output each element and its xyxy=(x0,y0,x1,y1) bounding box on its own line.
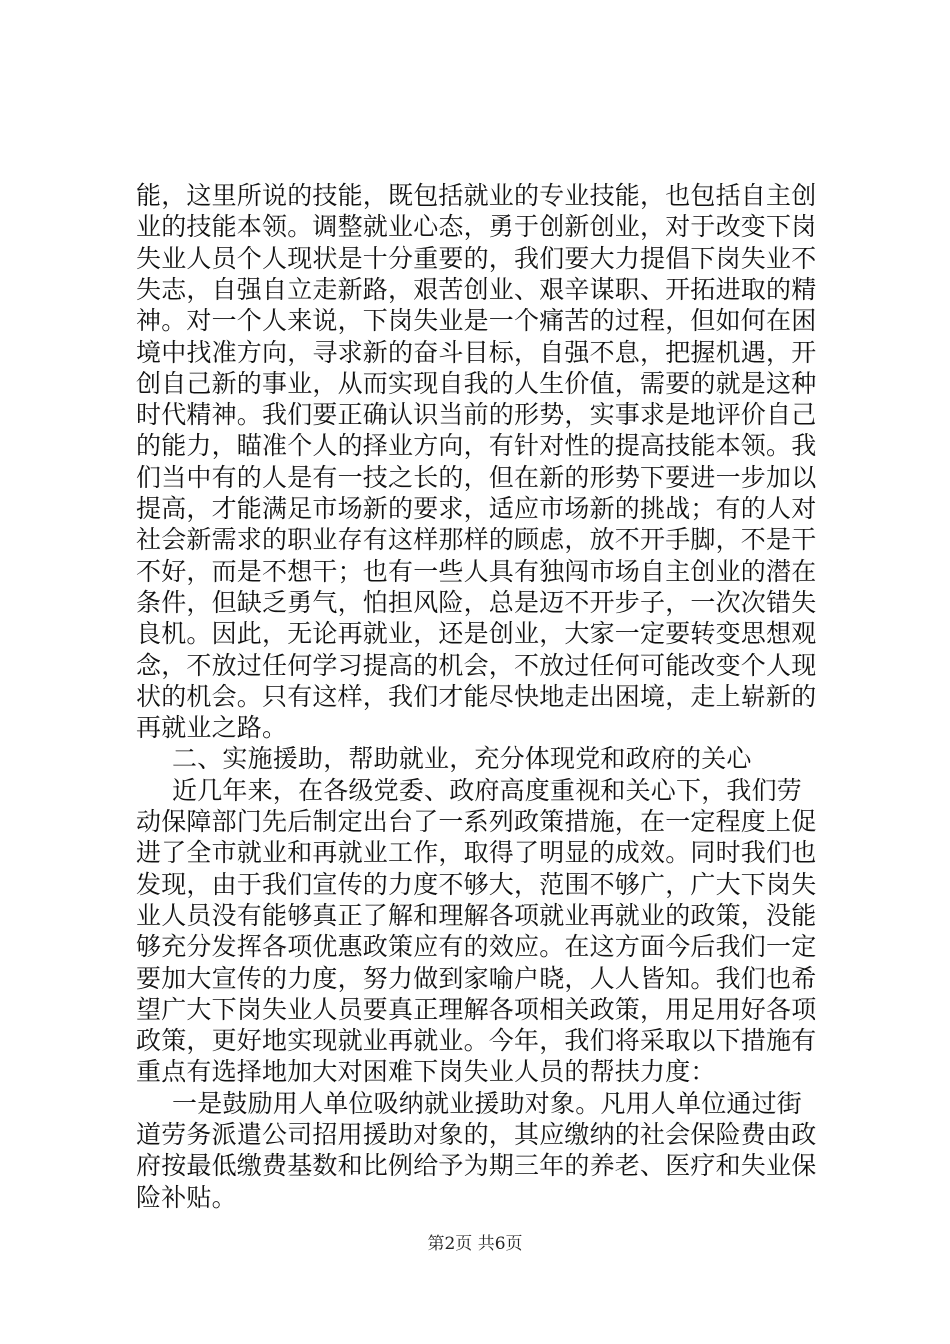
body-line: 府按最低缴费基数和比例给予为期三年的养老、医疗和失业保 xyxy=(136,1151,817,1181)
section-heading: 二、实施援助，帮助就业，充分体现党和政府的关心 xyxy=(172,744,752,774)
body-line: 时代精神。我们要正确认识当前的形势，实事求是地评价自己 xyxy=(136,400,817,430)
body-line: 一是鼓励用人单位吸纳就业援助对象。凡用人单位通过街 xyxy=(172,1088,803,1118)
body-line: 业人员没有能够真正了解和理解各项就业再就业的政策，没能 xyxy=(136,900,817,930)
body-line: 重点有选择地加大对困难下岗失业人员的帮扶力度： xyxy=(136,1057,716,1087)
body-line: 条件，但缺乏勇气，怕担风险，总是迈不开步子，一次次错失 xyxy=(136,587,817,617)
body-line: 创自己新的事业，从而实现自我的人生价值，需要的就是这种 xyxy=(136,368,817,398)
body-line: 社会新需求的职业存有这样那样的顾虑，放不开手脚，不是干 xyxy=(136,525,817,555)
body-line: 进了全市就业和再就业工作，取得了明显的成效。同时我们也 xyxy=(136,838,817,868)
body-line: 念，不放过任何学习提高的机会，不放过任何可能改变个人现 xyxy=(136,650,817,680)
body-line: 政策，更好地实现就业再就业。今年，我们将采取以下措施有 xyxy=(136,1026,817,1056)
body-line: 够充分发挥各项优惠政策应有的效应。在这方面今后我们一定 xyxy=(136,932,817,962)
body-line: 提高，才能满足市场新的要求，适应市场新的挑战；有的人对 xyxy=(136,494,817,523)
body-line: 们当中有的人是有一技之长的，但在新的形势下要进一步加以 xyxy=(136,462,817,492)
body-line: 良机。因此，无论再就业，还是创业，大家一定要转变思想观 xyxy=(136,619,817,649)
body-line: 动保障部门先后制定出台了一系列政策措施，在一定程度上促 xyxy=(136,807,817,836)
body-line: 状的机会。只有这样，我们才能尽快地走出困境，走上崭新的 xyxy=(136,681,817,711)
body-line: 业的技能本领。调整就业心态，勇于创新创业，对于改变下岗 xyxy=(136,212,817,242)
body-line: 境中找准方向，寻求新的奋斗目标，自强不息，把握机遇，开 xyxy=(136,337,817,367)
body-line: 的能力，瞄准个人的择业方向，有针对性的提高技能本领。我 xyxy=(136,431,817,461)
body-line: 险补贴。 xyxy=(136,1182,237,1212)
body-line: 近几年来，在各级党委、政府高度重视和关心下，我们劳 xyxy=(172,775,803,805)
body-line: 不好，而是不想干；也有一些人具有独闯市场自主创业的潜在 xyxy=(136,556,817,586)
body-line: 要加大宣传的力度，努力做到家喻户晓，人人皆知。我们也希 xyxy=(136,963,817,993)
body-line: 失志，自强自立走新路，艰苦创业、艰辛谋职、开拓进取的精 xyxy=(136,274,817,304)
body-line: 再就业之路。 xyxy=(136,713,288,743)
body-line: 神。对一个人来说，下岗失业是一个痛苦的过程，但如何在困 xyxy=(136,306,817,336)
body-line: 道劳务派遣公司招用援助对象的，其应缴纳的社会保险费由政 xyxy=(136,1120,817,1149)
body-line: 失业人员个人现状是十分重要的，我们要大力提倡下岗失业不 xyxy=(136,243,817,273)
body-line: 发现，由于我们宣传的力度不够大，范围不够广，广大下岗失 xyxy=(136,869,817,899)
page-footer: 第2页 共6页 xyxy=(427,1233,523,1254)
body-line: 能，这里所说的技能，既包括就业的专业技能，也包括自主创 xyxy=(136,181,817,210)
body-line: 望广大下岗失业人员要真正理解各项相关政策，用足用好各项 xyxy=(136,994,817,1024)
